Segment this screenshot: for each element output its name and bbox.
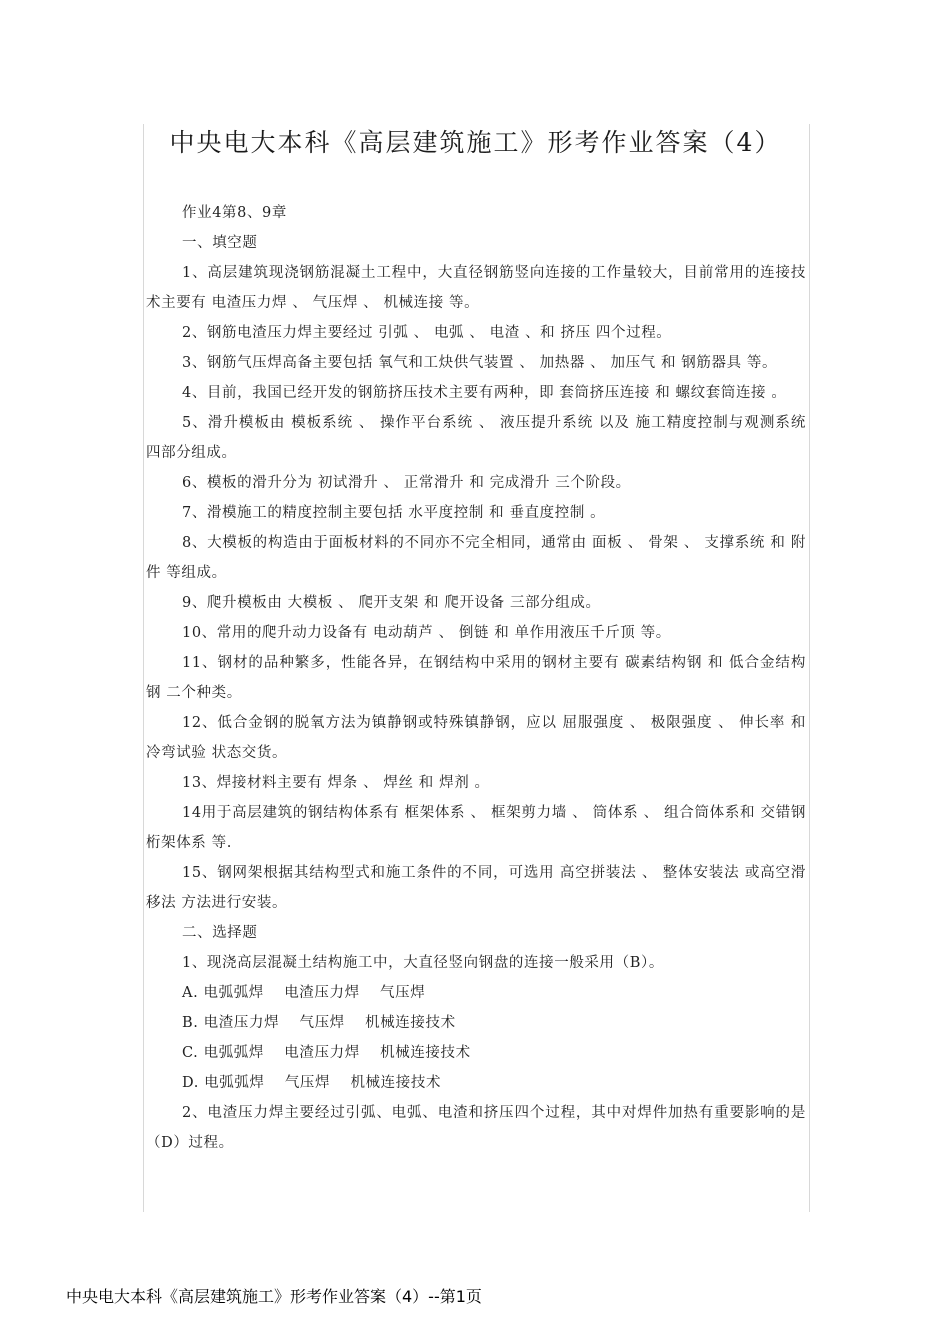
section-heading-choice: 二、选择题 — [182, 925, 258, 941]
question-paragraph: 3、钢筋气压焊高备主要包括 氧气和工炔供气装置 、 加热器 、 加压气 和 钢筋器具 等。 — [182, 355, 778, 371]
question-paragraph: 5、滑升模板由 模板系统 、 操作平台系统 、 液压提升系统 以及 施工精度控制与观测系统 四部分组成。 — [146, 415, 806, 461]
question-paragraph: 7、滑模施工的精度控制主要包括 水平度控制 和 垂直度控制 。 — [182, 505, 606, 521]
section-heading-fill-blank: 一、填空题 — [182, 235, 258, 251]
question-paragraph: 1、高层建筑现浇钢筋混凝土工程中，大直径钢筋竖向连接的工作量较大，目前常用的连接技术主要有 电渣压力焊 、 气压焊 、 机械连接 等。 — [146, 265, 806, 311]
document-body — [146, 198, 806, 1158]
question-paragraph: 10、常用的爬升动力设备有 电动葫芦 、 倒链 和 单作用液压千斤顶 等。 — [182, 625, 671, 641]
question-paragraph: 14用于高层建筑的钢结构体系有 框架体系 、 框架剪力墙 、 筒体系 、 组合筒体系和 交错钢桁架体系 等. — [146, 805, 806, 851]
question-paragraph: 1、现浇高层混凝土结构施工中，大直径竖向钢盘的连接一般采用（B）。 — [182, 955, 664, 971]
question-paragraph: 2、电渣压力焊主要经过引弧、电弧、电渣和挤压四个过程，其中对焊件加热有重要影响的是（D）过程。 — [146, 1105, 806, 1151]
answer-option: A. 电弧弧焊 电渣压力焊 气压焊 — [182, 985, 426, 1001]
question-paragraph: 15、钢网架根据其结构型式和施工条件的不同，可选用 高空拼装法 、 整体安装法 或高空滑移法 方法进行安装。 — [146, 865, 806, 911]
page-footer: 中央电大本科《高层建筑施工》形考作业答案（4）--第1页 — [66, 1287, 482, 1306]
chapter-heading: 作业4第8、9章 — [182, 205, 287, 221]
question-paragraph: 11、钢材的品种繁多，性能各异，在钢结构中采用的钢材主要有 碳素结构钢 和 低合金结构钢 二个种类。 — [146, 655, 806, 701]
answer-option: D. 电弧弧焊 气压焊 机械连接技术 — [182, 1075, 442, 1091]
question-paragraph: 12、低合金钢的脱氧方法为镇静钢或特殊镇静钢，应以 屈服强度 、 极限强度 、 伸长率 和 冷弯试验 状态交货。 — [146, 715, 806, 761]
question-paragraph: 8、大模板的构造由于面板材料的不同亦不完全相同，通常由 面板 、 骨架 、 支撑系统 和 附件 等组成。 — [146, 535, 806, 581]
answer-option: B. 电渣压力焊 气压焊 机械连接技术 — [182, 1015, 456, 1031]
document-title: 中央电大本科《高层建筑施工》形考作业答案（4） — [169, 128, 782, 157]
question-paragraph: 4、目前，我国已经开发的钢筋挤压技术主要有两种，即 套筒挤压连接 和 螺纹套筒连接 。 — [182, 385, 787, 401]
question-paragraph: 9、爬升模板由 大模板 、 爬开支架 和 爬开设备 三部分组成。 — [182, 595, 601, 611]
question-paragraph: 13、焊接材料主要有 焊条 、 焊丝 和 焊剂 。 — [182, 775, 490, 791]
question-paragraph: 6、模板的滑升分为 初试滑升 、 正常滑升 和 完成滑升 三个阶段。 — [182, 475, 631, 491]
question-paragraph: 2、钢筋电渣压力焊主要经过 引弧 、 电弧 、 电渣 、和 挤压 四个过程。 — [182, 325, 672, 341]
answer-option: C. 电弧弧焊 电渣压力焊 机械连接技术 — [182, 1045, 471, 1061]
